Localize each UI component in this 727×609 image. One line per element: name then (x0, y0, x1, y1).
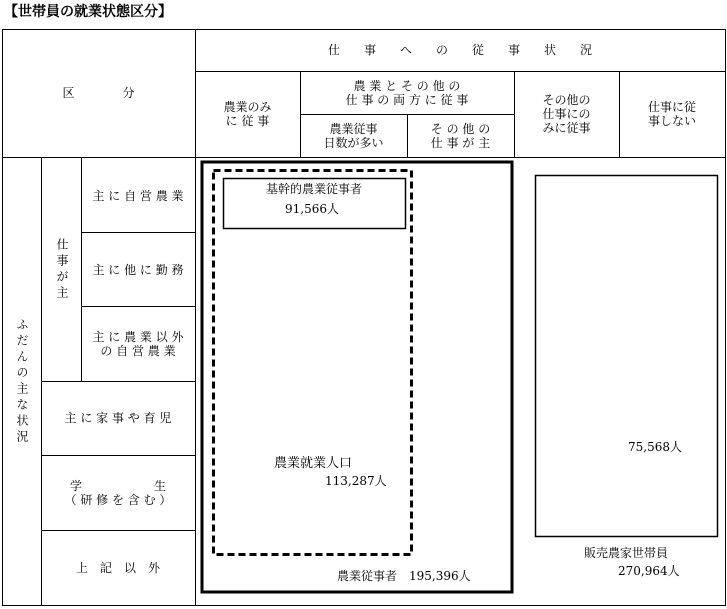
setaiin-value: 270,964人 (618, 564, 680, 578)
header-nogyo-ooi: 農業従事 日数が多い (323, 122, 384, 150)
jujisha-label: 農業従事者 195,396人 (337, 569, 471, 583)
setaiin-other-box (536, 176, 718, 537)
header-shinai: 仕事に従 事しない (647, 100, 696, 128)
page-title: 【世帯員の就業状態区分】 (4, 4, 172, 20)
row-joki-igai: 上 記 以 外 (75, 561, 160, 575)
header-shigoto-jokyo: 仕 事 へ の 従 事 状 況 (327, 43, 592, 57)
header-sonota-nomi: その他の 仕事にの みに従事 (542, 93, 591, 135)
row-shigoto-ga-shu: 仕事が主 (55, 238, 69, 302)
row-jiei-nogyo: 主 に 自 営 農 業 (92, 189, 184, 203)
header-sonota-shu: そ の 他 の 仕 事 が 主 (430, 122, 491, 150)
header-ryoho: 農 業 と そ の 他 の 仕 事 の 両 方 に 従 事 (345, 79, 469, 107)
row-igai-jiei: 主 に 農 業 以 外 の 自 営 農 業 (92, 330, 184, 358)
header-nogyo-nomi: 農業のみ に 従 事 (223, 100, 272, 128)
header-kubun: 区 分 (62, 86, 135, 100)
row-kinmu: 主 に 他 に 勤 務 (92, 263, 184, 277)
row-gakusei: 学 生 （ 研 修 を 含 む ） (64, 479, 172, 507)
nogyo-jujisha-box (202, 162, 512, 592)
shugyo-label: 農業就業人口 (274, 456, 353, 471)
kikanteki-label: 基幹的農業従事者 (265, 182, 362, 196)
kikanteki-value: 91,566人 (285, 202, 339, 216)
other-value: 75,568人 (628, 440, 682, 454)
row-kaji: 主 に 家 事 や 育 児 (64, 411, 172, 425)
setaiin-label: 販売農家世帯員 (584, 546, 669, 560)
row-fudan: ふだんの主な状況 (15, 318, 29, 446)
shugyo-value: 113,287人 (325, 474, 387, 488)
